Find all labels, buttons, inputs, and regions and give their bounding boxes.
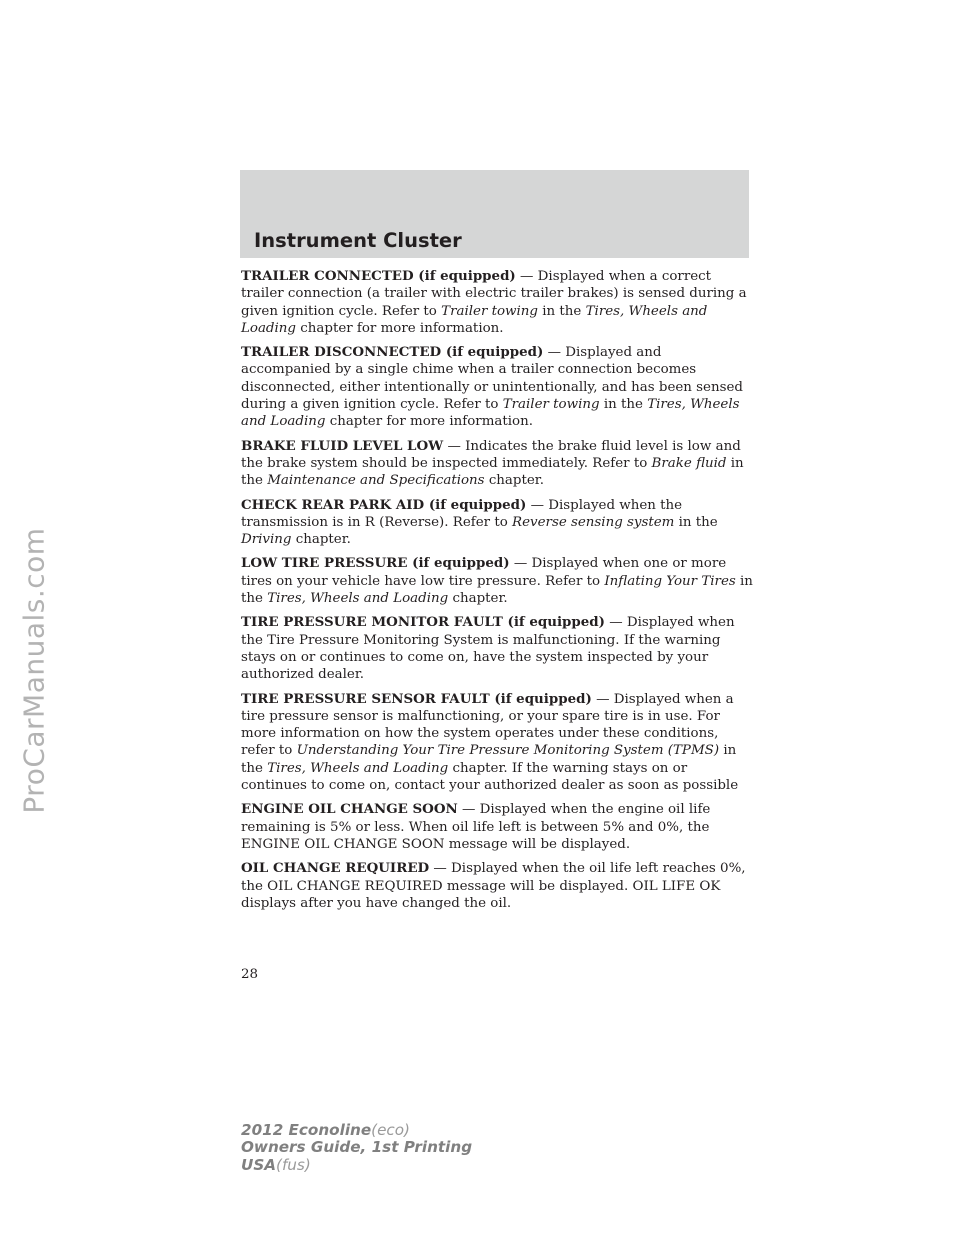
entry-term: TIRE PRESSURE MONITOR FAULT (if equipped): [241, 614, 605, 631]
footer-line-2: Owners Guide, 1st Printing: [241, 1138, 473, 1157]
section-title: Instrument Cluster: [254, 229, 462, 252]
entry-term: LOW TIRE PRESSURE (if equipped): [241, 555, 510, 572]
cross-reference: Tires, Wheels and Loading: [241, 397, 740, 430]
cross-reference: Understanding Your Tire Pressure Monitoring System (TPMS): [296, 743, 720, 759]
entry-term: TIRE PRESSURE SENSOR FAULT (if equipped): [241, 690, 592, 707]
entry-check-rear-park-aid: CHECK REAR PARK AID (if equipped) — Displayed when the transmission is in R (Reverse). Refer to Reverse sensing system in the Driving chapter.: [241, 496, 718, 548]
cross-reference: Tires, Wheels and Loading: [241, 303, 708, 336]
cross-reference: Inflating Your Tires: [604, 573, 736, 589]
cross-reference: Tires, Wheels and Loading: [267, 760, 449, 776]
section-header: [240, 170, 749, 258]
entry-low-tire-pressure: LOW TIRE PRESSURE (if equipped) — Displayed when one or more tires on your vehicle have low tire pressure. Refer to Inflating Your Tires in the Tires, Wheels and Loading chapter.: [241, 555, 753, 607]
cross-reference: Tires, Wheels and Loading: [267, 591, 449, 607]
entry-tire-pressure-monitor-fault: TIRE PRESSURE MONITOR FAULT (if equipped) — Displayed when the Tire Pressure Monitoring System is malfunctioning. If the warning stays on or continues to come on, have the system inspected by your authorized dealer.: [241, 614, 735, 683]
footer-line-1: 2012 Econoline(eco): [241, 1121, 410, 1139]
page-number: 28: [241, 967, 259, 982]
cross-reference: Reverse sensing system: [512, 514, 675, 530]
content: [241, 268, 753, 919]
cross-reference: Driving: [241, 532, 292, 548]
entry-term: CHECK REAR PARK AID (if equipped): [241, 496, 527, 513]
cross-reference: Maintenance and Specifications: [267, 473, 485, 489]
entry-trailer-connected: TRAILER CONNECTED (if equipped) — Displayed when a correct trailer connection (a trailer with electric trailer brakes) is sensed during a given ignition cycle. Refer to Trailer towing in the Tires, Wheels and Loading chapter for more information.: [241, 268, 747, 336]
entry-term: OIL CHANGE REQUIRED: [241, 860, 430, 877]
footer: [241, 1122, 472, 1174]
entry-trailer-disconnected: TRAILER DISCONNECTED (if equipped) — Displayed and accompanied by a single chime when a trailer connection becomes disconnected, either intentionally or unintentionally, and has been sensed during a given ignition cycle. Refer to Trailer towing in the Tires, Wheels and Loading chapter for more information.: [241, 344, 743, 430]
entry-tire-pressure-sensor-fault: TIRE PRESSURE SENSOR FAULT (if equipped) — Displayed when a tire pressure sensor is malfunctioning, or your spare tire is in use. For more information on how the system operates under these conditions, refer to Understanding Your Tire Pressure Monitoring System (TPMS) in the Tires, Wheels and Loading chapter. If the warning stays on or continues to come on, contact your authorized dealer as soon as possible: [241, 690, 739, 794]
cross-reference: Brake fluid: [651, 455, 727, 471]
cross-reference: Trailer towing: [441, 303, 538, 319]
entry-term: TRAILER CONNECTED (if equipped): [241, 268, 516, 284]
entry-term: BRAKE FLUID LEVEL LOW: [241, 437, 444, 454]
footer-line-3: USA(fus): [241, 1155, 311, 1174]
entry-term: TRAILER DISCONNECTED (if equipped): [241, 344, 544, 361]
entry-term: ENGINE OIL CHANGE SOON: [241, 801, 458, 818]
entry-engine-oil-change-soon: ENGINE OIL CHANGE SOON — Displayed when the engine oil life remaining is 5% or less. When oil life left is between 5% and 0%, the ENGINE OIL CHANGE SOON message will be displayed.: [241, 801, 711, 852]
cross-reference: Trailer towing: [502, 397, 600, 413]
entry-oil-change-required: OIL CHANGE REQUIRED — Displayed when the oil life left reaches 0%, the OIL CHANGE REQUIRED message will be displayed. OIL LIFE OK displays after you have changed the oil.: [241, 860, 746, 911]
watermark: [12, 400, 56, 940]
entry-brake-fluid-level-low: BRAKE FLUID LEVEL LOW — Indicates the brake fluid level is low and the brake system should be inspected immediately. Refer to Brake fluid in the Maintenance and Specifications chapter.: [241, 437, 744, 489]
watermark-text: ProCarManuals.com: [17, 526, 51, 814]
